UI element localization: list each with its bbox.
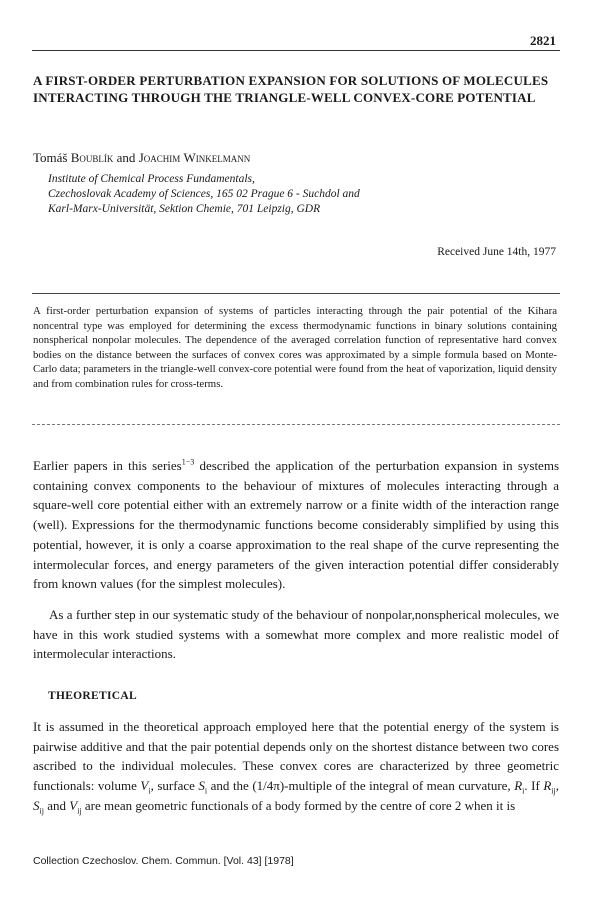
sub-ij-3: ij bbox=[77, 806, 82, 816]
p3-text-5: are mean geometric functionals of a body formed by the centre of core 2 when it is bbox=[81, 797, 516, 813]
symbol-S-ij: S bbox=[33, 797, 40, 813]
affiliation bbox=[48, 172, 360, 217]
abstract-bottom-rule bbox=[32, 424, 560, 425]
abstract: A first-order perturbation expansion of systems of particles interacting through the pair potential of the Kihara noncentral type was employed for determining the excess thermodynamic functions in binary solutions containing nonspherical nonpolar molecules. The dependence of the averaged correlation function of representative hard convex bodies on the distance between the surfaces of convex cores was approximated by a simple formula based on Monte-Carlo data; parameters in the triangle-well convex-core potential were found from the heat of vaporization, liquid density and from combination rules for cross-terms. bbox=[33, 305, 557, 390]
comma-1: , bbox=[555, 778, 559, 794]
author1-given: Tomáš bbox=[33, 150, 68, 165]
sub-i-1: i bbox=[148, 786, 151, 796]
paragraph-1 bbox=[33, 456, 559, 594]
author2-given: Joachim bbox=[138, 150, 181, 165]
authors-joiner: and bbox=[116, 150, 136, 165]
paragraph-3 bbox=[33, 717, 559, 816]
affiliation-line-3: Karl-Marx-Universität, Sektion Chemie, 701 Leipzig, GDR bbox=[48, 203, 321, 215]
p1-text-rest: described the application of the perturbation expansion in systems containing convex components to the behaviour of mixtures of molecules interacting through a square-well core potential either with an extremely narrow or a finite width of the interaction range (well). Expressions for the thermodynamic functions become considerably simplified by using this potential, however, it is only a coarse approximation to the real shape of the curve representing the intermolecular forces, and energy parameters of the given interaction potential differ considerably from known values (for the simplest molecules). bbox=[33, 458, 559, 592]
p3-text-1: It is assumed in the theoretical approach employed here that the potential energy of the system is pairwise additive and that the pair potential depends only on the shortest distance between two cores ascribed to the individual molecules. These convex cores are characterized by three geometric functionals: volume bbox=[33, 719, 559, 794]
symbol-S: S bbox=[198, 778, 205, 794]
symbol-V: V bbox=[140, 778, 149, 794]
citation-superscript: 1−3 bbox=[181, 457, 195, 467]
affiliation-line-1: Institute of Chemical Process Fundamentals, bbox=[48, 173, 255, 185]
journal-footer: Collection Czechoslov. Chem. Commun. [Vol. 43] [1978] bbox=[33, 855, 294, 867]
header-rule bbox=[32, 50, 560, 51]
authors-line bbox=[33, 150, 250, 166]
sub-ij-2: ij bbox=[39, 806, 44, 816]
received-date: Received June 14th, 1977 bbox=[437, 246, 556, 258]
abstract-top-rule bbox=[32, 293, 560, 294]
article-title: A FIRST-ORDER PERTURBATION EXPANSION FOR SOLUTIONS OF MOLECULES INTERACTING THROUGH THE TRIANGLE-WELL CONVEX-CORE POTENTIAL bbox=[33, 73, 549, 105]
and-word: and bbox=[43, 797, 70, 813]
symbol-V-ij: V bbox=[69, 797, 78, 813]
paragraph-2: As a further step in our systematic study of the behaviour of nonpolar,nonspherical molecules, we have in this work studied systems with a somewhat more complex and more realistic model of intermolecular interactions. bbox=[33, 607, 559, 662]
author1-family: Boublík bbox=[70, 150, 114, 165]
section-heading: THEORETICAL bbox=[48, 690, 137, 702]
symbol-R-ij: R bbox=[543, 778, 552, 794]
p3-text-3: and the (1/4π)-multiple of the integral of mean curvature, bbox=[207, 778, 515, 794]
sub-ij-1: ij bbox=[551, 786, 556, 796]
affiliation-line-2: Czechoslovak Academy of Sciences, 165 02 Prague 6 - Suchdol and bbox=[48, 188, 360, 200]
p1-text-start: Earlier papers in this series bbox=[33, 458, 182, 473]
sub-i-3: i bbox=[522, 786, 525, 796]
p3-text-4: . If bbox=[524, 778, 544, 794]
page-number: 2821 bbox=[530, 33, 556, 48]
p3-text-2: , surface bbox=[150, 778, 199, 794]
symbol-R: R bbox=[514, 778, 523, 794]
author2-family: Winkelmann bbox=[183, 150, 251, 165]
sub-i-2: i bbox=[204, 786, 208, 796]
